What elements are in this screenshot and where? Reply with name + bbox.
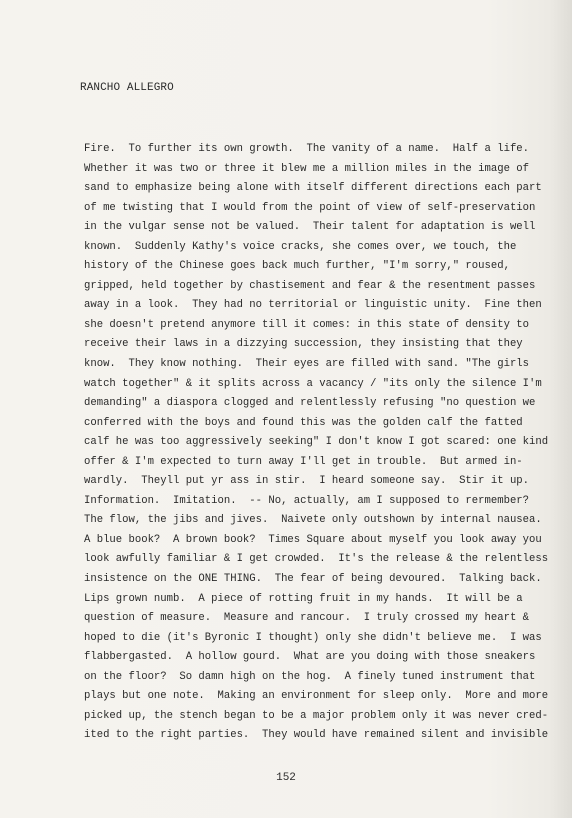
text-line: Whether it was two or three it blew me a million miles in the image of [84,162,530,175]
text-line: picked up, the stench began to be a major problem only it was never cred- [84,709,549,722]
text-line: of me twisting that I would from the point of view of self-preservation [84,201,536,214]
text-line: she doesn't pretend anymore till it comes: in this state of density to [84,318,530,331]
text-line: wardly. Theyll put yr ass in stir. I heard someone say. Stir it up. [84,475,530,488]
text-line: watch together" & it splits across a vacancy / "its only the silence I'm [84,377,542,390]
text-line: A blue book? A brown book? Times Square about myself you look away you [84,533,542,546]
text-line: conferred with the boys and found this was the golden calf the fatted [84,416,523,429]
text-line: Information. Imitation. -- No, actually, am I supposed to rermember? [84,494,530,507]
body-text [84,140,554,746]
text-line: gripped, held together by chastisement and fear & the resentment passes [84,279,536,292]
text-line: look awfully familiar & I get crowded. It's the release & the relentless [84,553,549,566]
text-line: on the floor? So damn high on the hog. A finely tuned instrument that [84,670,536,683]
text-line: plays but one note. Making an environment for sleep only. More and more [84,690,549,703]
text-line: calf he was too aggressively seeking" I don't know I got scared: one kind [84,436,549,449]
text-line: Fire. To further its own growth. The vanity of a name. Half a life. [84,143,530,155]
text-line: known. Suddenly Kathy's voice cracks, she comes over, we touch, the [84,240,517,253]
text-line: away in a look. They had no territorial or linguistic unity. Fine then [84,299,542,312]
text-line: The flow, the jibs and jives. Naivete only outshown by internal nausea. [84,514,542,527]
text-line: insistence on the ONE THING. The fear of being devoured. Talking back. [84,573,542,586]
text-line: receive their laws in a dizzying succession, they insisting that they [84,338,523,351]
page-number: 152 [276,772,296,784]
text-line: sand to emphasize being alone with itself different directions each part [84,182,542,195]
text-line: question of measure. Measure and rancour. I truly crossed my heart & [84,612,530,625]
text-line: know. They know nothing. Their eyes are filled with sand. "The girls [84,358,530,371]
text-line: in the vulgar sense not be valued. Their talent for adaptation is well [84,221,536,234]
text-line: ited to the right parties. They would have remained silent and invisible [84,729,549,742]
text-line: offer & I'm expected to turn away I'll get in trouble. But armed in- [84,455,523,468]
page-title: RANCHO ALLEGRO [80,82,174,94]
text-line: Lips grown numb. A piece of rotting fruit in my hands. It will be a [84,592,523,605]
text-line: history of the Chinese goes back much further, "I'm sorry," roused, [84,260,510,273]
text-line: hoped to die (it's Byronic I thought) only she didn't believe me. I was [84,631,542,644]
text-line: demanding" a diaspora clogged and relentlessly refusing "no question we [84,397,536,410]
text-line: flabbergasted. A hollow gourd. What are you doing with those sneakers [84,651,536,664]
